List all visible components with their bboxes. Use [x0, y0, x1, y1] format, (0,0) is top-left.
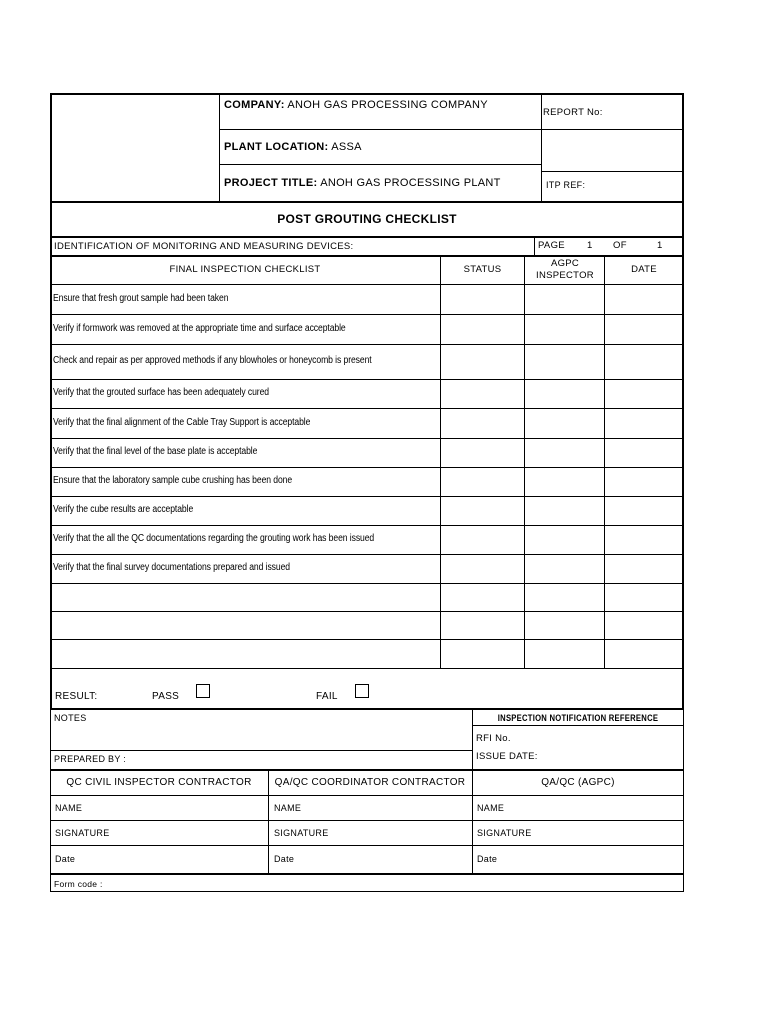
form-code-label: Form code :	[54, 879, 103, 889]
signoff-date-label: Date	[477, 854, 498, 864]
result-label: RESULT:	[55, 691, 98, 702]
page-label: PAGE	[538, 240, 565, 251]
checklist-item: Ensure that fresh grout sample had been taken	[53, 293, 229, 304]
plant-location-row	[224, 141, 362, 153]
checklist-item: Verify if formwork was removed at the appropriate time and surface acceptable	[53, 323, 346, 334]
checklist-item: Verify that the final alignment of the Cable Tray Support is acceptable	[53, 417, 311, 428]
signoff-col1-header: QC CIVIL INSPECTOR CONTRACTOR	[66, 777, 252, 788]
checklist-item: Verify that the all the QC documentations regarding the grouting work has been issued	[53, 533, 375, 544]
company-label: COMPANY:	[224, 99, 285, 111]
pass-checkbox[interactable]	[196, 684, 210, 698]
checklist-item: Verify the cube results are acceptable	[53, 504, 194, 515]
signoff-signature-label: SIGNATURE	[274, 828, 329, 838]
column-inspector-header-line2: INSPECTOR	[536, 270, 594, 281]
plant-location-value: ASSA	[331, 141, 362, 153]
signoff-name-label: NAME	[477, 803, 505, 813]
inspection-notification-reference-label: INSPECTION NOTIFICATION REFERENCE	[497, 713, 659, 723]
column-status-header: STATUS	[463, 264, 502, 275]
signoff-date-label: Date	[55, 854, 76, 864]
checklist-item: Verify that the grouted surface has been adequately cured	[53, 387, 269, 398]
report-no-label: REPORT No:	[543, 107, 603, 118]
checklist-item: Verify that the final survey documentations prepared and issued	[53, 562, 290, 573]
page-number: 1	[587, 240, 593, 251]
checklist-item: Verify that the final level of the base plate is acceptable	[53, 446, 258, 457]
page-total: 1	[657, 240, 663, 251]
column-inspector-header-line1: AGPC	[550, 258, 580, 269]
prepared-by-label: PREPARED BY :	[54, 754, 127, 764]
signoff-date-label: Date	[274, 854, 295, 864]
project-title-label: PROJECT TITLE:	[224, 177, 318, 189]
signoff-signature-label: SIGNATURE	[55, 828, 110, 838]
checklist-form	[50, 93, 684, 892]
checklist-item: Ensure that the laboratory sample cube crushing has been done	[53, 475, 293, 486]
itp-ref-label: ITP REF:	[546, 180, 586, 190]
checklist-item: Check and repair as per approved methods if any blowholes or honeycomb is present	[53, 355, 372, 366]
fail-checkbox[interactable]	[355, 684, 369, 698]
notes-label: NOTES	[54, 713, 87, 723]
plant-location-label: PLANT LOCATION:	[224, 141, 329, 153]
project-title-row	[224, 177, 501, 189]
column-checklist-header: FINAL INSPECTION CHECKLIST	[169, 264, 321, 275]
signoff-name-label: NAME	[55, 803, 83, 813]
column-date-header: DATE	[631, 264, 657, 275]
identification-label: IDENTIFICATION OF MONITORING AND MEASURING DEVICES:	[54, 241, 354, 252]
signoff-col3-header: QA/QC (AGPC)	[541, 777, 615, 788]
fail-label: FAIL	[316, 691, 338, 702]
company-value: ANOH GAS PROCESSING COMPANY	[287, 99, 488, 111]
signoff-signature-label: SIGNATURE	[477, 828, 532, 838]
of-label: OF	[613, 240, 627, 251]
company-row	[224, 99, 488, 111]
issue-date-label: ISSUE DATE:	[476, 751, 538, 762]
signoff-col2-header: QA/QC COORDINATOR CONTRACTOR	[274, 777, 466, 788]
rfi-no-label: RFI No.	[476, 733, 511, 744]
project-title-value: ANOH GAS PROCESSING PLANT	[320, 177, 501, 189]
signoff-name-label: NAME	[274, 803, 302, 813]
page-title: POST GROUTING CHECKLIST	[277, 212, 457, 226]
pass-label: PASS	[152, 691, 180, 702]
